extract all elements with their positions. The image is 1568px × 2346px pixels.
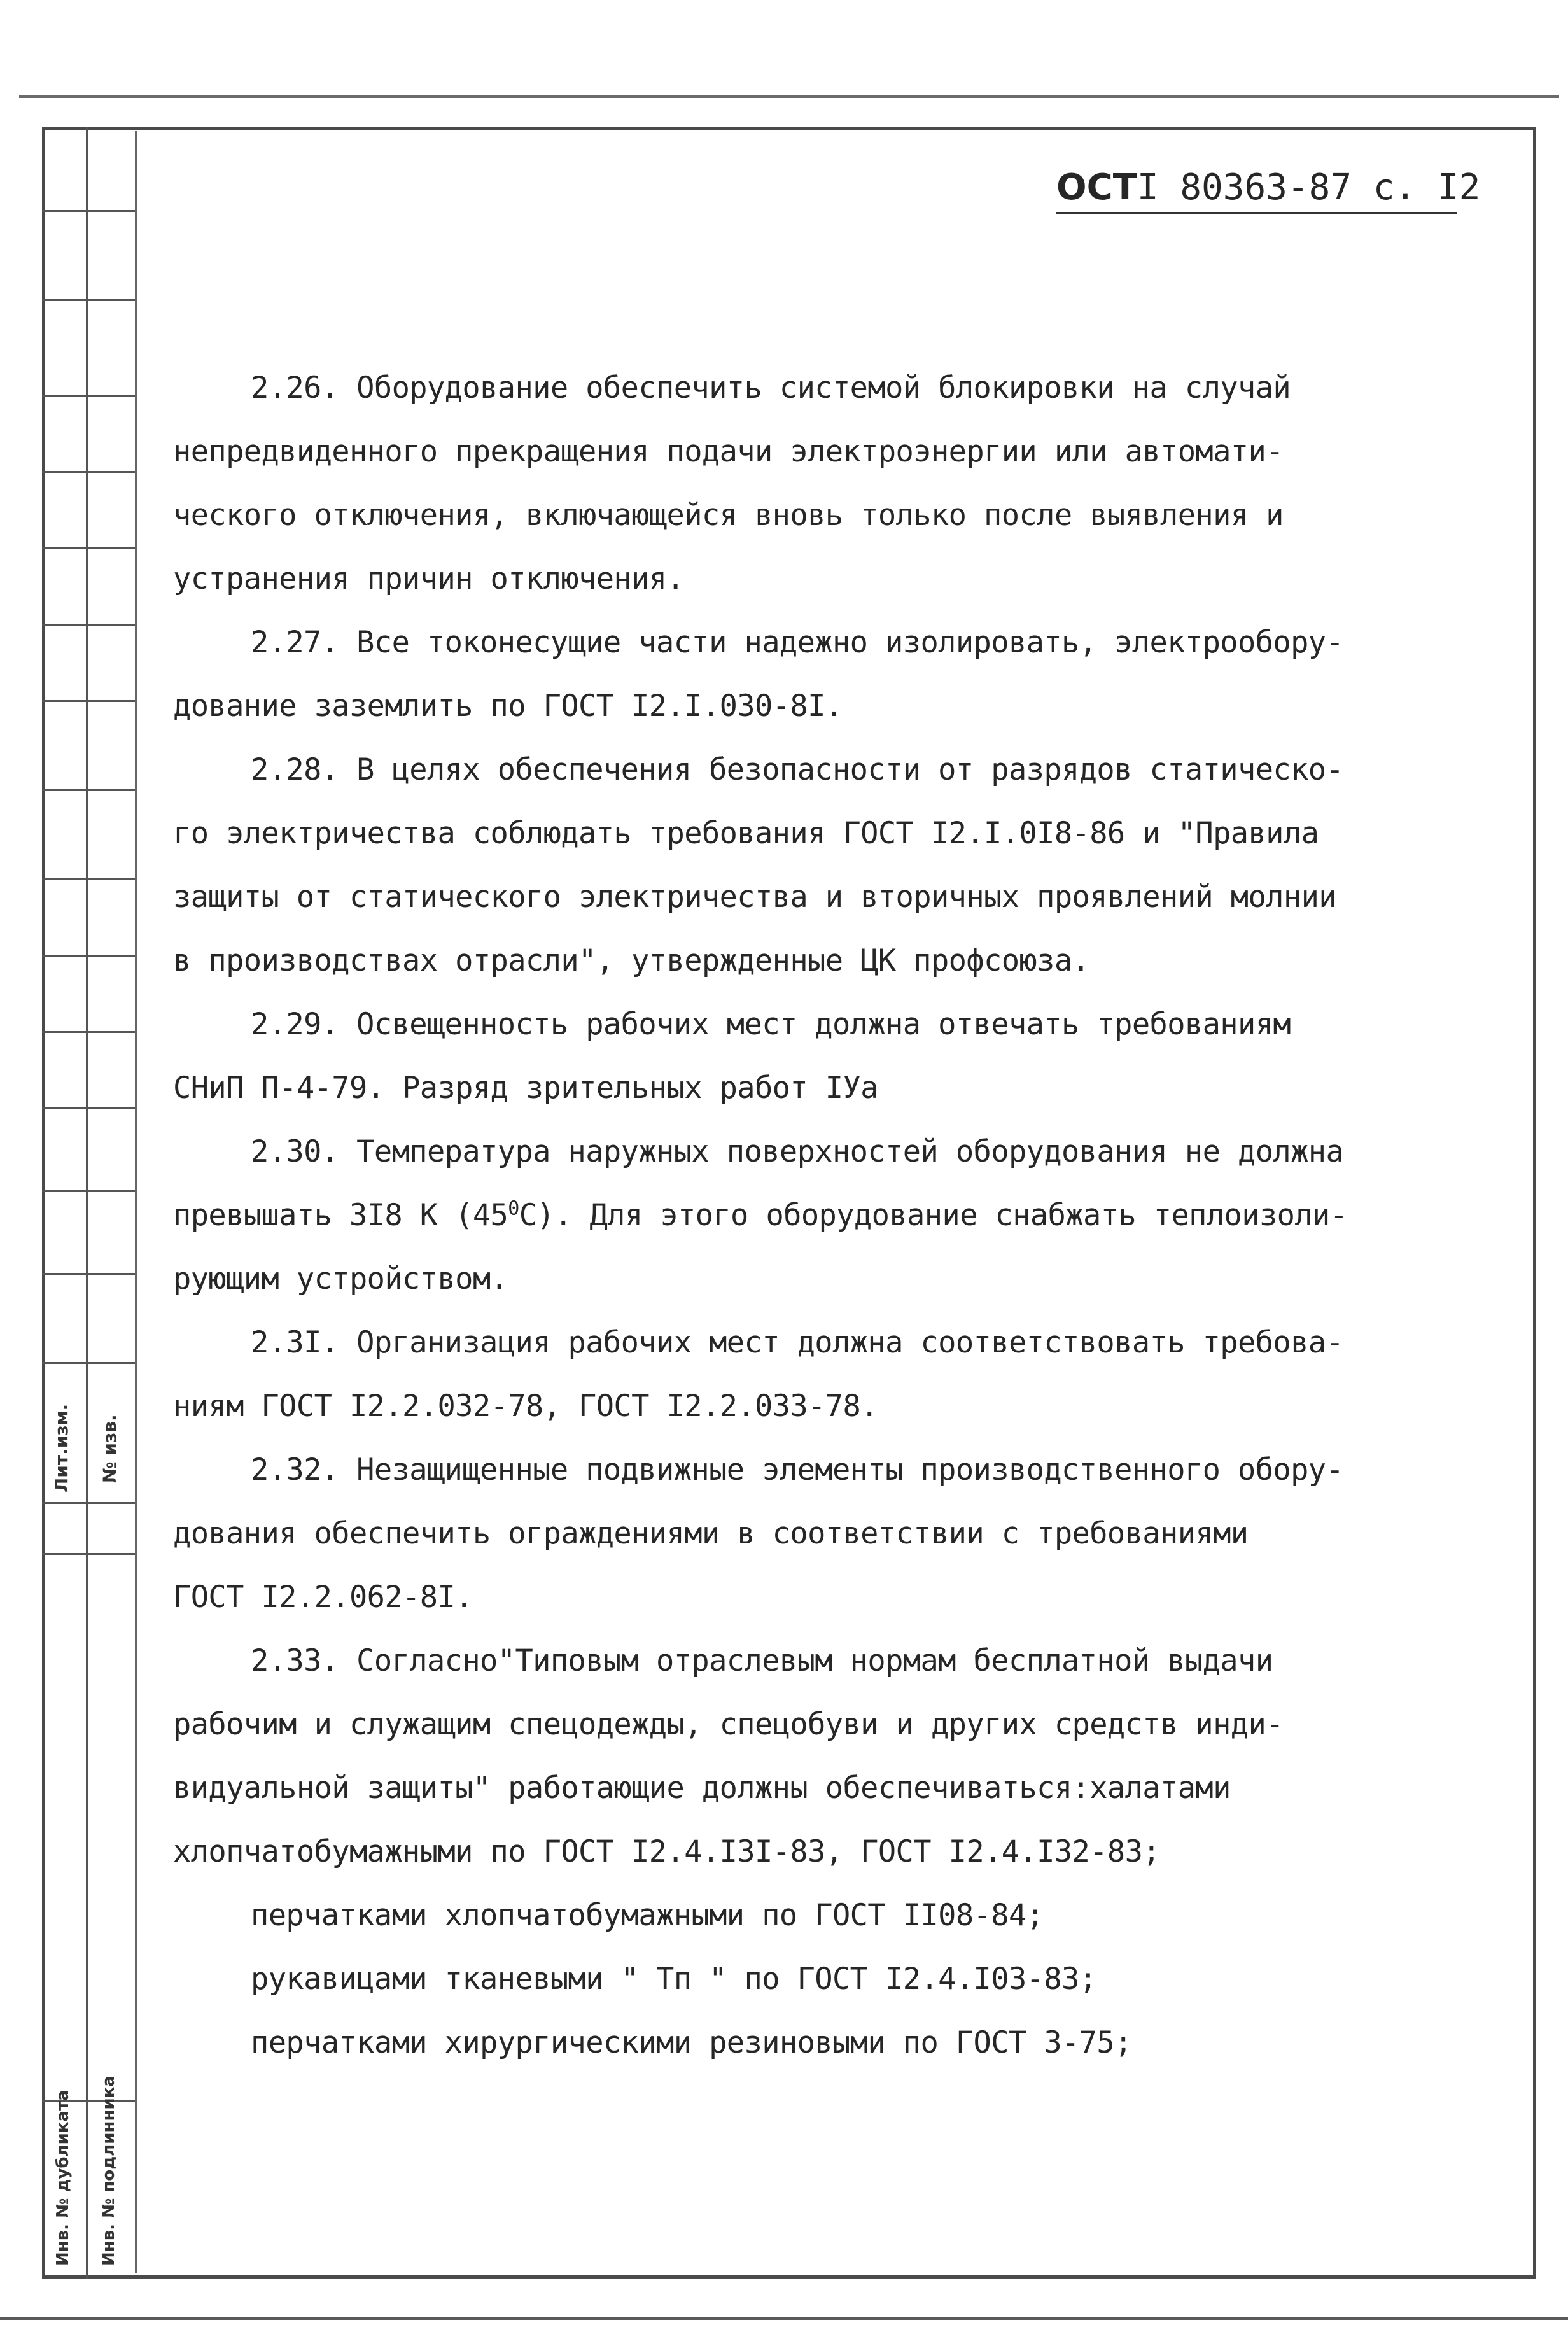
text-line: рабочим и служащим спецодежды, спецобуви и других средств инди- [173,1707,1284,1742]
top-rule [19,95,1559,98]
text-line: хлопчатобумажными по ГОСТ I2.4.I3I-83, ГОСТ I2.4.I32-83; [173,1834,1160,1869]
margin-column-left [42,127,88,2279]
page-number: I2 [1437,167,1481,208]
text-line: непредвиденного прекращения подачи электроэнергии или автомати- [173,434,1284,469]
text-line: рукавицами тканевыми " Тп " по ГОСТ I2.4.I03-83; [251,1962,1097,1997]
document-header [1056,167,1481,214]
bottom-rule [0,2317,1568,2320]
margin-label-no-izv: № изв. [99,1414,120,1483]
text-line: защиты от статического электричества и вторичных проявлений молнии [173,880,1336,915]
text-line: дование заземлить по ГОСТ I2.I.030-8I. [173,689,843,724]
margin-label-inv-podl: Инв. № подлинника [99,2076,118,2266]
text-line: устранения причин отключения. [173,561,685,596]
text-line: 2.3I. Организация рабочих мест должна соответствовать требова- [251,1325,1344,1360]
text-line: 2.28. В целях обеспечения безопасности от разрядов статическо- [251,752,1344,787]
superscript-zero: 0 [508,1197,519,1220]
text-line: дования обеспечить ограждениями в соответствии с требованиями [173,1516,1249,1551]
text-line: 2.33. Согласно"Типовым отраслевым нормам бесплатной выдачи [251,1643,1273,1678]
text-line: го электричества соблюдать требования ГОСТ I2.I.0I8-86 и "Правила [173,816,1319,851]
text-line: 2.26. Оборудование обеспечить системой блокировки на случай [251,370,1291,405]
document-body [173,356,1465,2075]
text-line: 2.30. Температура наружных поверхностей оборудования не должна [251,1134,1344,1169]
text-line: перчатками хирургическими резиновыми по ГОСТ 3-75; [251,2025,1132,2060]
text-line: ГОСТ I2.2.062-8I. [173,1580,473,1615]
margin-column-right [88,127,135,2279]
text-line: видуальной защиты" работающие должны обеспечиваться:халатами [173,1771,1231,1806]
margin-label-lit-izm: Лит.изм. [51,1403,72,1493]
text-line: превышать 3I8 К $(45^0С)$. Для этого оборудование снабжать теплоизоли- [173,1197,1348,1233]
header-ost: ОСТ [1056,167,1137,208]
text-line: рующим устройством. [173,1261,508,1296]
text-line: 2.29. Освещенность рабочих мест должна отвечать требованиям [251,1007,1291,1042]
text-line: ческого отключения, включающейся вновь только после выявления и [173,498,1284,533]
text-line: 2.27. Все токонесущие части надежно изолировать, электрообору- [251,625,1344,660]
margin-label-inv-dubl: Инв. № дубликата [53,2090,73,2266]
text-line: ниям ГОСТ I2.2.032-78, ГОСТ I2.2.033-78. [173,1389,878,1424]
text-line: 2.32. Незащищенные подвижные элементы производственного обору- [251,1452,1344,1487]
text-line: СНиП П-4-79. Разряд зрительных работ IУа [173,1071,878,1106]
header-code: I 80363-87 с. [1137,167,1417,208]
text-line: перчатками хлопчатобумажными по ГОСТ II08-84; [251,1898,1044,1933]
text-line: в производствах отрасли", утвержденные ЦК профсоюза. [173,943,1090,978]
